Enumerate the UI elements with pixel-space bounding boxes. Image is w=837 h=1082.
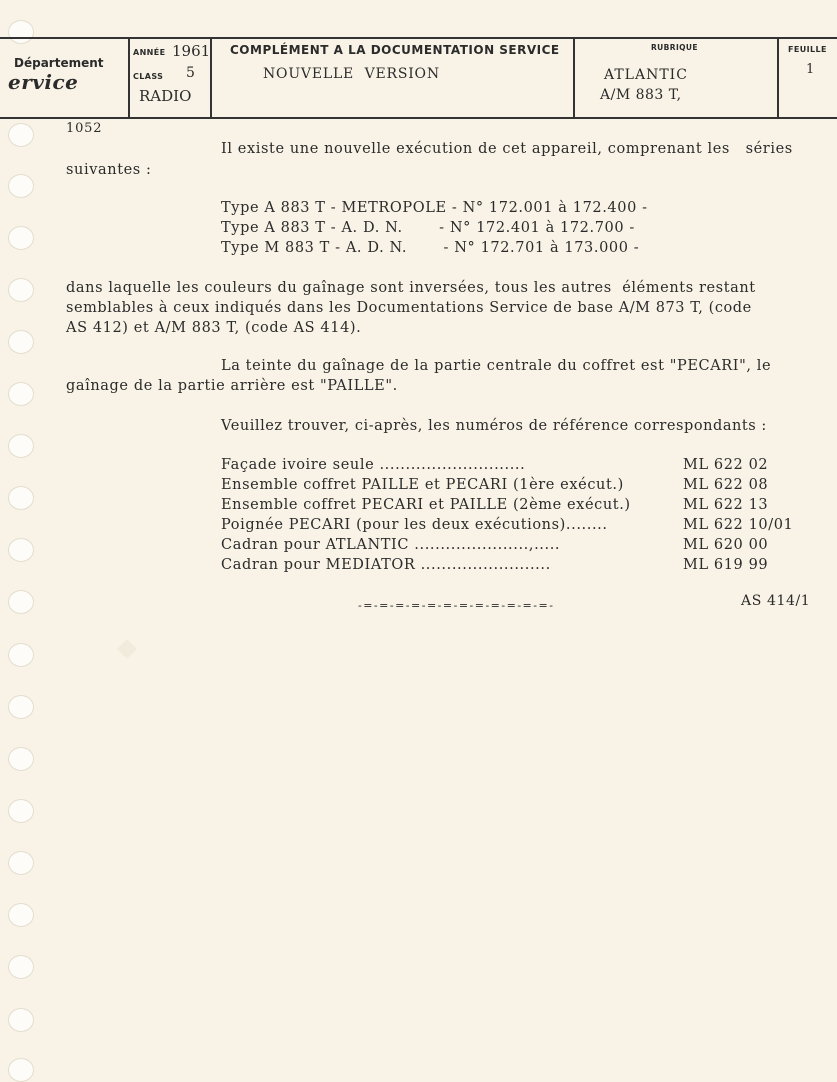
part-code: ML 622 02 <box>683 457 769 473</box>
part-description: Façade ivoire seule ............................ <box>221 457 526 473</box>
binder-hole-icon <box>8 226 34 250</box>
rubrique-model-code: A/M 883 T, <box>600 87 682 103</box>
binder-hole-icon <box>8 643 34 667</box>
paragraph-line: AS 412) et A/M 883 T, (code AS 414). <box>66 320 362 336</box>
intro-text-line: Il existe une nouvelle exécution de cet appareil, comprenant les séries <box>221 141 793 157</box>
type-line: Type A 883 T - METROPOLE - N° 172.001 à 172.400 - <box>221 200 648 216</box>
header-divider <box>777 38 779 118</box>
reference-number: 1052 <box>66 121 103 136</box>
paragraph-line: semblables à ceux indiqués dans les Documentations Service de base A/M 873 T, (code <box>66 300 752 316</box>
binder-hole-icon <box>8 1008 34 1032</box>
binder-hole-icon <box>8 695 34 719</box>
feuille-label: FEUILLE <box>788 45 827 54</box>
binder-hole-icon <box>8 174 34 198</box>
binder-hole-icon <box>8 955 34 979</box>
header-bottom-rule <box>0 117 837 119</box>
paragraph-line: gaînage de la partie arrière est "PAILLE". <box>66 378 398 394</box>
paragraph-line: La teinte du gaînage de la partie centrale du coffret est "PECARI", le <box>221 358 772 374</box>
binder-hole-icon <box>8 590 34 614</box>
part-code: ML 620 00 <box>683 537 769 553</box>
part-description: Cadran pour ATLANTIC ......................,..... <box>221 537 561 553</box>
rubrique-model-name: ATLANTIC <box>604 67 688 83</box>
separator-line: -=-=-=-=-=-=-=-=-=-=-=-=- <box>358 599 555 612</box>
feuille-value: 1 <box>806 62 815 77</box>
binder-hole-icon <box>8 330 34 354</box>
type-line: Type M 883 T - A. D. N. - N° 172.701 à 173.000 - <box>221 240 640 256</box>
annee-value: 1961 <box>172 42 211 60</box>
header-divider <box>210 38 212 118</box>
binder-hole-icon <box>8 123 34 147</box>
paragraph-line: Veuillez trouver, ci-après, les numéros de référence correspondants : <box>221 418 767 434</box>
part-description: Ensemble coffret PAILLE et PECARI (1ère exécut.) <box>221 477 624 493</box>
binder-hole-icon <box>8 486 34 510</box>
binder-hole-icon <box>8 799 34 823</box>
header-divider <box>128 38 130 118</box>
part-description: Ensemble coffret PECARI et PAILLE (2ème exécut.) <box>221 497 631 513</box>
header-divider <box>573 38 575 118</box>
binder-hole-icon <box>8 20 34 44</box>
type-line: Type A 883 T - A. D. N. - N° 172.401 à 172.700 - <box>221 220 635 236</box>
binder-hole-icon <box>8 434 34 458</box>
document-code: AS 414/1 <box>741 593 811 609</box>
document-subtitle: NOUVELLE VERSION <box>263 66 440 82</box>
department-logo: ervice <box>8 70 79 94</box>
annee-label: ANNÉE <box>133 48 166 57</box>
department-label: Département <box>14 56 104 70</box>
paragraph-line: dans laquelle les couleurs du gaînage sont inversées, tous les autres éléments restant <box>66 280 756 296</box>
class-label: CLASS <box>133 72 164 81</box>
class-value: 5 <box>186 65 195 81</box>
header-top-rule <box>0 37 837 39</box>
binder-hole-icon <box>8 903 34 927</box>
binder-hole-icon <box>8 278 34 302</box>
part-description: Poignée PECARI (pour les deux exécutions)........ <box>221 517 608 533</box>
binder-hole-icon <box>8 747 34 771</box>
part-code: ML 619 99 <box>683 557 769 573</box>
part-code: ML 622 13 <box>683 497 769 513</box>
part-description: Cadran pour MEDIATOR ......................... <box>221 557 551 573</box>
page-mark-icon <box>117 639 137 659</box>
part-code: ML 622 08 <box>683 477 769 493</box>
binder-hole-icon <box>8 851 34 875</box>
intro-text-line: suivantes : <box>66 162 152 178</box>
class-category: RADIO <box>139 87 192 105</box>
binder-hole-icon <box>8 1058 34 1082</box>
binder-hole-icon <box>8 538 34 562</box>
rubrique-label: RUBRIQUE <box>651 43 698 52</box>
document-title: COMPLÉMENT A LA DOCUMENTATION SERVICE <box>230 43 560 57</box>
part-code: ML 622 10/01 <box>683 517 794 533</box>
binder-hole-icon <box>8 382 34 406</box>
